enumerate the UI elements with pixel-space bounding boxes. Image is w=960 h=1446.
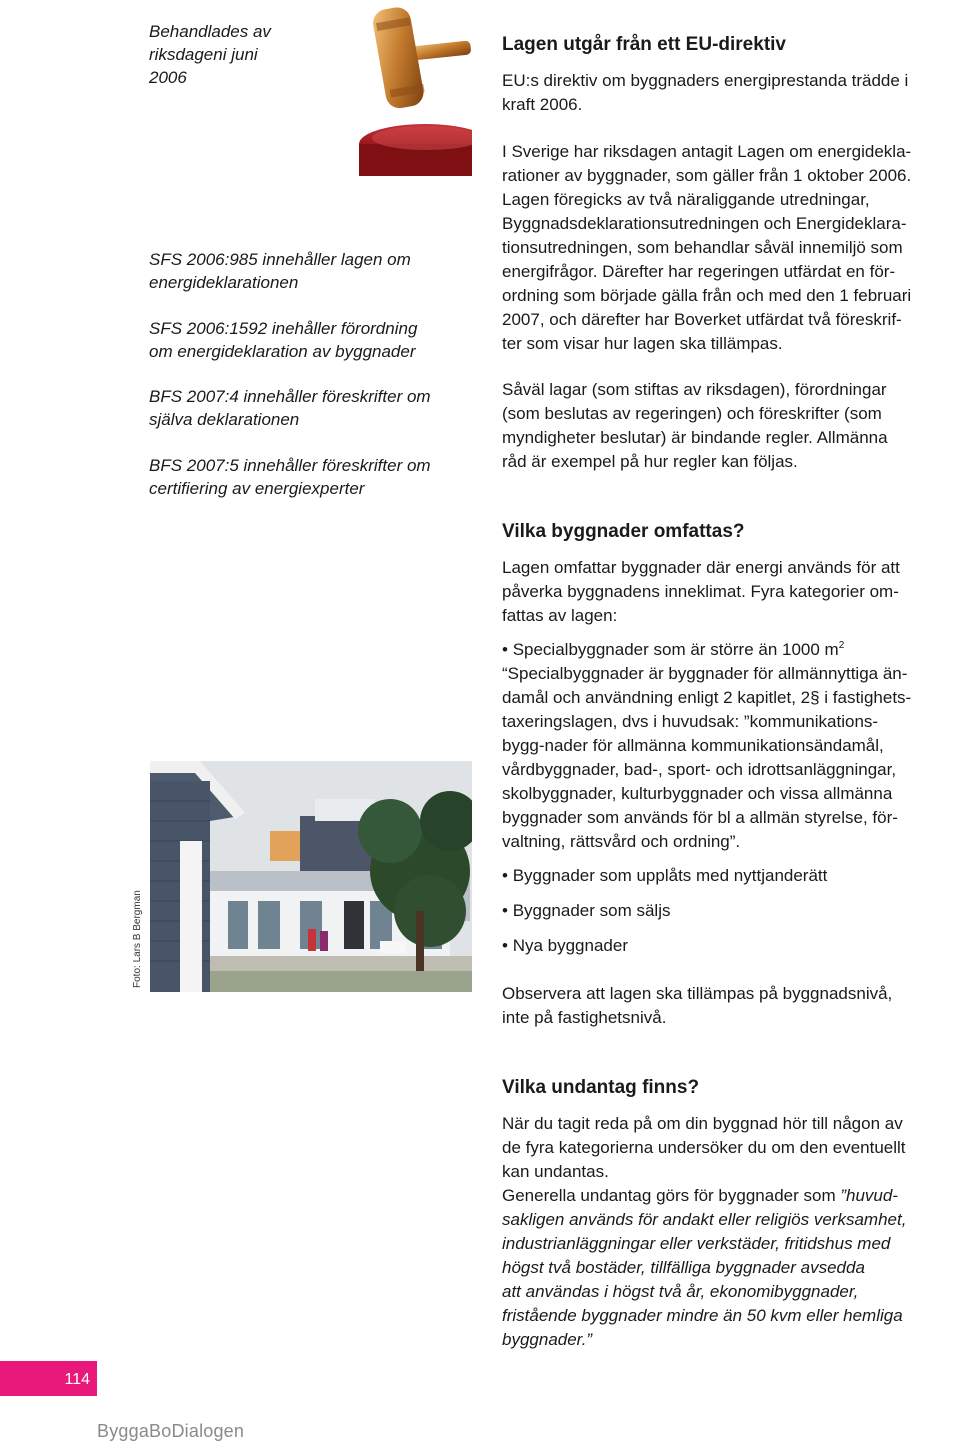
footer-brand: ByggaBoDialogen <box>97 1421 245 1441</box>
reference-sfs-2006-1592 <box>149 317 469 363</box>
reference-line: SFS 2006:1592 inehåller förordning <box>149 319 418 338</box>
text-line: Lagen omfattar byggnader där energi används för att <box>502 558 900 577</box>
text-line: byggnader som används för bl a allmän styrelse, för- <box>502 808 898 827</box>
text-line: industrianläggningar eller verkstäder, fritidshus med <box>502 1234 891 1253</box>
text-line: (som beslutas av regeringen) och föreskrifter (som <box>502 404 882 423</box>
text-line: tionsutredningen, som behandlar såväl innemiljö som <box>502 238 903 257</box>
text-line: damål och användning enligt 2 kapitlet, 2§ i fastighets- <box>502 688 912 707</box>
page-number: 114 <box>64 1371 90 1388</box>
text-line: rationer av byggnader, som gäller från 1 oktober 2006. <box>502 166 912 185</box>
superscript-2: 2 <box>838 640 845 651</box>
binding-rules-paragraph <box>502 378 958 474</box>
reference-line: BFS 2007:4 innehåller föreskrifter om <box>149 387 431 406</box>
text-line: kraft 2006. <box>502 95 583 114</box>
list-item: • Nya byggnader <box>502 934 958 958</box>
reference-line: själva deklarationen <box>149 410 300 429</box>
reference-bfs-2007-4 <box>149 385 469 431</box>
text-line: När du tagit reda på om din byggnad hör till någon av <box>502 1114 903 1133</box>
text-line: myndigheter beslutar) är bindande regler. Allmänna <box>502 428 888 447</box>
text-line: att användas i högst två år, ekonomibyggnader, <box>502 1282 859 1301</box>
section-heading-covered-buildings: Vilka byggnader omfattas? <box>502 521 745 542</box>
reference-bfs-2007-5 <box>149 454 469 500</box>
text-line: Observera att lagen ska tillämpas på byggnadsnivå, <box>502 984 893 1003</box>
covered-buildings-intro <box>502 556 958 628</box>
exceptions-paragraph <box>502 1112 958 1352</box>
text-line: bygg-nader för allmänna kommunikationsändamål, <box>502 736 884 755</box>
eu-directive-intro <box>502 69 958 117</box>
text-line: inte på fastighetsnivå. <box>502 1008 667 1027</box>
text-line: energifrågor. Därefter har regeringen utfärdat en för- <box>502 262 896 281</box>
text-line: råd är exempel på hur regler kan följas. <box>502 452 798 471</box>
text-line <box>502 1184 958 1208</box>
reference-line: certifiering av energiexperter <box>149 479 365 498</box>
text-line: Såväl lagar (som stiftas av riksdagen), förordningar <box>502 380 887 399</box>
list-item: • Byggnader som säljs <box>502 899 958 923</box>
reference-line: SFS 2006:985 innehåller lagen om <box>149 250 411 269</box>
session-note-line: riksdageni juni <box>149 45 258 64</box>
text-line: ordning som började gälla från och med den 1 februari <box>502 286 912 305</box>
text-line: skolbyggnader, kulturbyggnader och vissa allmänna <box>502 784 893 803</box>
reference-line: BFS 2007:5 innehåller föreskrifter om <box>149 456 431 475</box>
general-exceptions-quote-start: ”huvud- <box>840 1186 898 1205</box>
reference-line: om energideklaration av byggnader <box>149 342 416 361</box>
photo-credit: Foto: Lars B Bergman <box>132 890 143 988</box>
bullet-special-buildings <box>502 638 958 854</box>
text-line: fristående byggnader mindre än 50 kvm eller hemliga <box>502 1306 903 1325</box>
text-line: Lagen föregicks av två näraliggande utredningar, <box>502 190 870 209</box>
section-heading-eu-directive: Lagen utgår från ett EU-direktiv <box>502 34 786 55</box>
text-line: “Specialbyggnader är byggnader för allmännyttiga än- <box>502 664 908 683</box>
text-line: Byggnadsdeklarationsutredningen och Energideklara- <box>502 214 907 233</box>
list-item-text: Specialbyggnader som är större än 1000 m <box>512 640 839 659</box>
reference-sfs-2006-985 <box>149 248 469 294</box>
list-item <box>502 638 958 662</box>
reference-line: energideklarationen <box>149 273 299 292</box>
text-line: vårdbyggnader, bad-, sport- och idrottsanläggningar, <box>502 760 897 779</box>
text-line: byggnader.” <box>502 1330 593 1349</box>
session-note <box>149 20 469 89</box>
section-heading-exceptions: Vilka undantag finns? <box>502 1077 700 1098</box>
text-line: fattas av lagen: <box>502 606 618 625</box>
text-line: sakligen används för andakt eller religiös verksamhet, <box>502 1210 907 1229</box>
house-photo <box>150 761 472 992</box>
text-line: högst två bostäder, tillfälliga byggnader avsedda <box>502 1258 865 1277</box>
text-line: I Sverige har riksdagen antagit Lagen om energidekla- <box>502 142 912 161</box>
text-line: taxeringslagen, dvs i huvudsak: ”kommunikations- <box>502 712 879 731</box>
text-line: de fyra kategorierna undersöker du om den eventuellt <box>502 1138 906 1157</box>
text-line: kan undantas. <box>502 1162 609 1181</box>
text-line: 2007, och därefter har Boverket utfärdat två föreskrif- <box>502 310 902 329</box>
list-item: • Byggnader som upplåts med nyttjanderätt <box>502 864 958 888</box>
text-line: valtning, rättsvård och ordning”. <box>502 832 741 851</box>
session-note-line: Behandlades av <box>149 22 271 41</box>
general-exceptions-prefix: Generella undantag görs för byggnader som <box>502 1186 841 1205</box>
text-line: påverka byggnadens inneklimat. Fyra kategorier om- <box>502 582 899 601</box>
law-background-paragraph <box>502 140 958 356</box>
text-line: ter som visar hur lagen ska tillämpas. <box>502 334 783 353</box>
text-line: EU:s direktiv om byggnaders energiprestanda trädde i <box>502 71 909 90</box>
building-level-note <box>502 982 958 1030</box>
session-note-line: 2006 <box>149 68 187 87</box>
